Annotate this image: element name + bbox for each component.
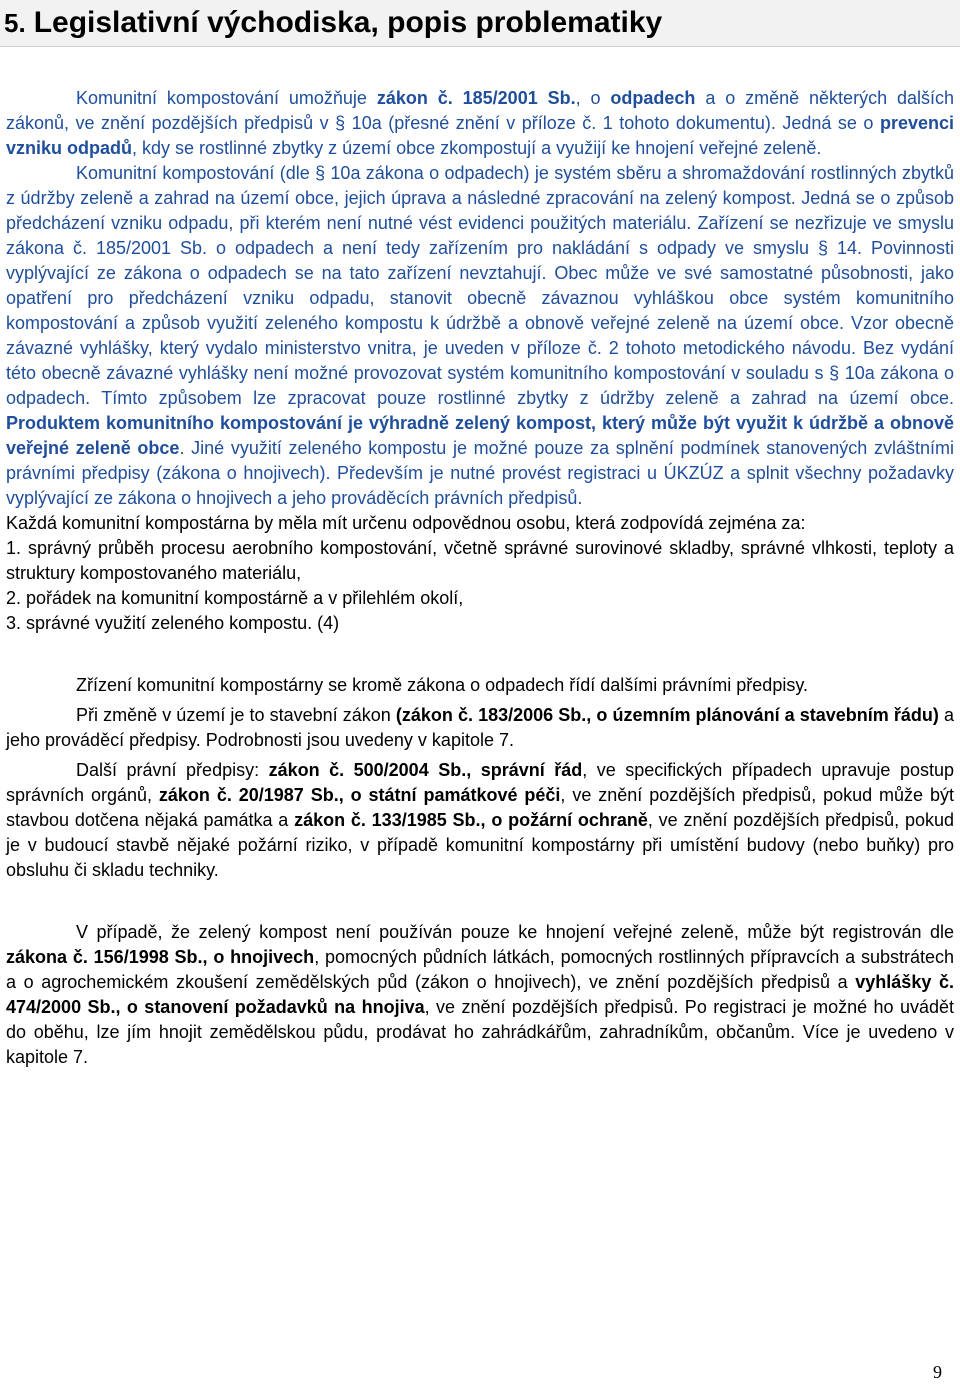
paragraph-other-regulations <box>6 673 954 698</box>
paragraph-building-act <box>6 703 954 753</box>
text-run: Komunitní kompostování (dle § 10a zákona o odpadech) je systém sběru a shromaždování rostlinných zbytků z údržby zeleně a zahrad na území obce, jejich úprava a následné zpracování na zelený kompost. Jedná se o způsob předcházení vzniku odpadu, při kterém není nutné vést evidenci použitých materiálu. Zařízení se nezřizuje ve smyslu zákona č. 185/2001 Sb. o odpadech a není tedy zařízením pro nakládání s odpady ve smyslu § 14. Povinnosti vyplývající ze zákona o odpadech se na tato zařízení nevztahují. Obec může ve své samostatné působnosti, jako opatření pro předcházení vzniku odpadu, stanovit obecně závaznou vyhláškou obce systém komunitního kompostování a způsob využití zeleného kompostu k údržbě a obnově veřejné zeleně na území obce. Vzor obecně závazné vyhlášky, který vydalo ministerstvo vnitra, je uveden v příloze č. 2 tohoto metodického návodu. Bez vydání této obecně závazné vyhlášky není možné provozovat systém komunitního kompostování v souladu s § 10a zákona o odpadech. Tímto způsobem lze zpracovat pouze rostlinné zbytky z údržby zeleně a zahrad na území obce. <box>6 163 954 408</box>
text-run: zákon č. 133/1985 Sb., o požární ochraně <box>294 810 648 830</box>
paragraph-fertilizer-registration <box>6 920 954 1070</box>
text-run: odpadech <box>610 88 696 108</box>
section-number: 5. <box>4 7 26 38</box>
text-run: vyhlášky č. 474/2000 Sb., o stanovení požadavků na hnojiva <box>6 972 954 1017</box>
text-run: zákon č. 185/2001 Sb. <box>376 88 576 108</box>
text-run: Komunitní kompostování umožňuje <box>76 88 377 108</box>
text-run: , kdy se rostlinné zbytky z území obce zkompostují a využijí ke hnojení veřejné zeleně. <box>132 138 822 158</box>
paragraph-intro <box>6 86 954 161</box>
text-run: . Jiné využití zeleného kompostu je možné pouze za splnění podmínek stanovených zvláštními právními předpisy (zákona o hnojivech). Především je nutné provést registraci u ÚKZÚZ a splnit všechny požadavky vyplývající ze zákona o hnojivech a jeho prováděcích právních předpisů. <box>6 438 954 508</box>
text-run: a jeho prováděcí předpisy. Podrobnosti jsou uvedeny v kapitole 7. <box>6 705 954 750</box>
section-heading <box>0 0 960 47</box>
text-run: zákona č. 156/1998 Sb., o hnojivech <box>6 947 315 967</box>
paragraph-further-regulations <box>6 758 954 883</box>
text-run: , ve znění pozdějších předpisů. Po registraci je možné ho uvádět do oběhu, lze jím hnojit zemědělskou půdu, prodávat ho zahrádkářům, zahradníkům, občanům. Více je uvedeno v kapitole 7. <box>6 997 954 1067</box>
text-run: , pomocných půdních látkách, pomocných rostlinných přípravcích a substrátech a o agrochemickém zkoušení zemědělských půd (zákon o hnojivech), ve znění pozdějších předpisů a <box>6 947 954 992</box>
list-item: 2. pořádek na komunitní kompostárně a v přilehlém okolí, <box>6 588 464 608</box>
page-number: 9 <box>933 1362 942 1382</box>
text-run: prevenci vzniku odpadů <box>6 113 954 158</box>
document-body <box>6 86 954 1070</box>
paragraph-responsible-person: Každá komunitní kompostárna by měla mít určenu odpovědnou osobu, která zodpovídá zejména za: <box>6 513 806 533</box>
text-run: Další právní předpisy: <box>76 760 269 780</box>
text-run: (zákon č. 183/2006 Sb., o územním plánování a stavebním řádu) <box>395 705 939 725</box>
list-item: 3. správné využití zeleného kompostu. (4) <box>6 613 340 633</box>
text-run: zákon č. 500/2004 Sb., správní řád <box>268 760 583 780</box>
section-title: Legislativní východiska, popis problematiky <box>33 6 663 39</box>
text-run: Při změně v území je to stavební zákon <box>76 705 396 725</box>
text-run: , ve znění pozdějších předpisů, pokud je v budoucí stavbě nějaké požární riziko, v případě komunitní kompostárny při umístění budovy (nebo buňky) pro obsluhu či skladu techniky. <box>6 810 954 880</box>
text-run: a o změně některých dalších zákonů, ve znění pozdějších předpisů v § 10a (přesné znění v příloze č. 1 tohoto dokumentu). Jedná se o <box>6 88 954 133</box>
text-run: , ve znění pozdějších předpisů, pokud může být stavbou dotčena nějaká památka a <box>6 785 954 830</box>
text-run: V případě, že zelený kompost není používán pouze ke hnojení veřejné zeleně, může být registrován dle <box>76 922 954 942</box>
list-item: 1. správný průběh procesu aerobního kompostování, včetně správné surovinové skladby, správné vlhkosti, teploty a struktury kompostovaného materiálu, <box>6 538 954 583</box>
text-run: , o <box>575 88 611 108</box>
paragraph-community-composting <box>6 161 954 511</box>
text-run: Zřízení komunitní kompostárny se kromě zákona o odpadech řídí dalšími právními předpisy. <box>76 675 808 695</box>
text-run: Produktem komunitního kompostování je výhradně zelený kompost, který může být využit k údržbě a obnově veřejné zeleně obce <box>6 413 954 458</box>
text-run: zákon č. 20/1987 Sb., o státní památkové péči <box>158 785 561 805</box>
text-run: , ve specifických případech upravuje postup správních orgánů, <box>6 760 954 805</box>
